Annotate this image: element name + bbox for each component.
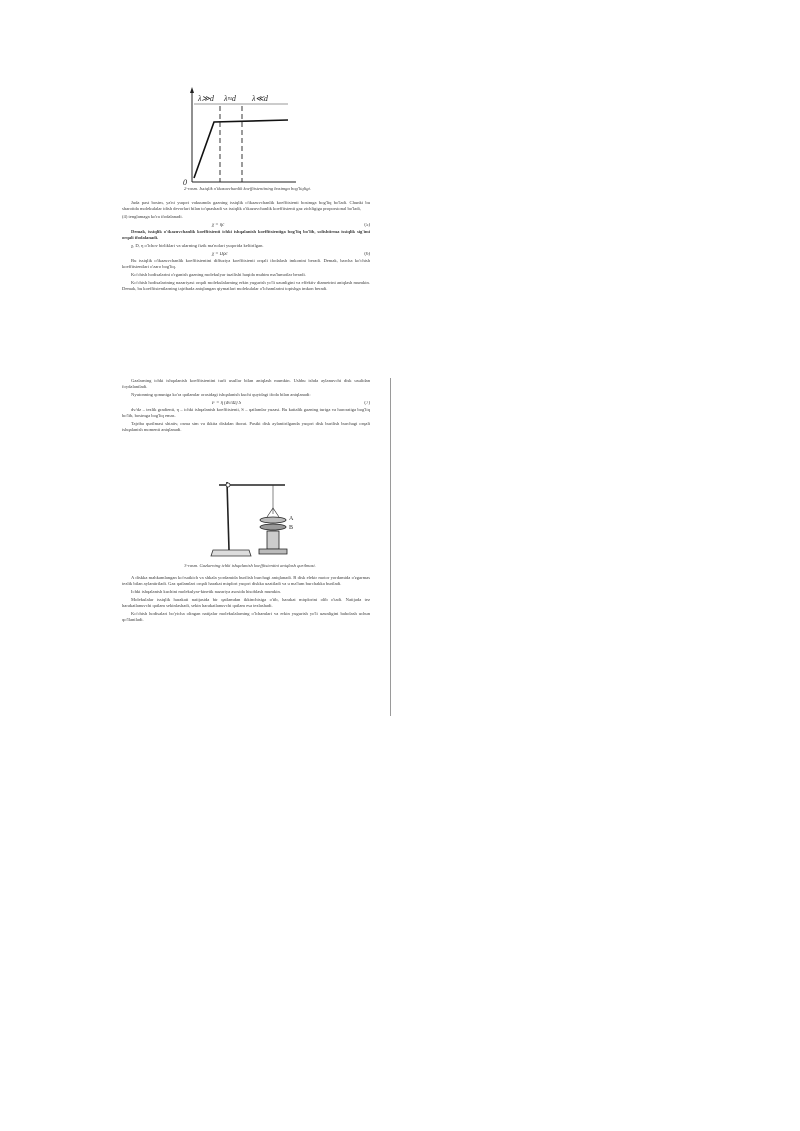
paragraph: Ko'chish hodisalarini o'rganish gazning molekulyar tuzilishi haqida muhim ma'lumotlar beradi. xyxy=(131,271,306,277)
disk-a xyxy=(260,517,286,523)
formula-number: (6) xyxy=(364,251,370,257)
stand-base xyxy=(211,550,251,556)
text-block-lower xyxy=(122,575,370,625)
paragraph: Demak, issiqlik o'tkazuvchanlik koeffitsienti ichki ishqalanish koeffitsientiga bog'liq bo'lib, solishtirma issiqlik sig'imi orqali ifodalanadi. xyxy=(122,228,370,241)
paragraph: Nyutonning qonuniga ko'ra qatlamlar orasidagi ishqalanish kuchi quyidagi ifoda bilan aniqlanadi: xyxy=(131,392,311,398)
conductivity-graph xyxy=(180,86,300,186)
formula-7 xyxy=(122,400,370,407)
formula-expression: χ = Dρc xyxy=(212,251,228,257)
region-label-3: λ≪d xyxy=(252,94,268,103)
formula-number: (5) xyxy=(364,222,370,228)
stand-rod xyxy=(227,482,229,550)
paragraph: χ, D, η o'lchov birliklari va ularning fizik ma'nolari yuqorida keltirilgan. xyxy=(131,242,264,248)
disk-label-a: A xyxy=(289,516,294,522)
margin-rule xyxy=(390,378,391,716)
formula-5 xyxy=(122,222,370,229)
graph-caption: 2-rasm. Issiqlik o'tkazuvchanlik koeffitsientining bosimga bog'liqligi. xyxy=(184,186,311,191)
paragraph: (4) tenglamaga ko'ra ifodalanadi. xyxy=(122,214,183,220)
formula-number: (7) xyxy=(364,400,370,406)
paragraph: Ko'chish hodisalarining nazariyasi orqali molekulalarning erkin yugurish yo'li uzunligini va effektiv diametrini aniqlash mumkin. Demak, bu koeffitsientlarning tajribada aniqlangan qiymatlari molekulalar o'lchamlarini topishga imkon beradi. xyxy=(122,279,370,291)
paragraph: Bu issiqlik o'tkazuvchanlik koeffitsientini diffuziya koeffitsienti orqali ifodalash imkonini beradi. Demak, barcha ko'chish koeffitsientlari o'zaro bog'liq. xyxy=(122,257,370,270)
motor xyxy=(267,531,279,549)
paragraph: Juda past bosim, ya'ni yuqori vakuumda gazning issiqlik o'tkazuvchanlik koeffitsienti bosimga bog'liq bo'ladi. Chunki bu sharoitda molekulalar idish devorlari bilan to'qnashadi va issiqlik o'tkazuvchanlik koeffitsienti gaz zichligiga proporsional bo'ladi, xyxy=(122,200,370,212)
text-block-middle xyxy=(122,378,370,435)
disk-label-b: B xyxy=(289,525,294,531)
paragraph: A diskka mahkamlangan ko'rsatkich va shkala yordamida burilish burchagi aniqlanadi. B disk elektr motor yordamida o'zgarmas tezlik bilan aylantiriladi. Gaz qatlamlari orqali harakat miqdori yuqori diskka uzatiladi va u ma'lum burchakka buriladi. xyxy=(122,575,370,587)
formula-expression: F = η (dv/dz) S xyxy=(212,400,242,406)
formula-expression: χ = ηc xyxy=(212,222,225,228)
text-block-upper xyxy=(122,200,370,294)
paragraph: dv/dz – tezlik gradienti, η – ichki ishqalanish koeffitsienti, S – qatlamlar yuzasi. Bu kattalik gazning turiga va haroratiga bog'liq bo'lib, bosimga bog'liq emas. xyxy=(122,406,370,419)
paragraph: Tajriba qurilmasi shtativ, osma sim va ikkita diskdan iborat. Pastki disk aylantirilganda yuqori disk burilish burchagi orqali ishqalanish momenti aniqlanadi. xyxy=(122,420,370,433)
paragraph: Ichki ishqalanish kuchini molekulyar-kinetik nazariya asosida hisoblash mumkin. xyxy=(131,589,281,595)
paragraph: Gazlarning ichki ishqalanish koeffitsientini turli usullar bilan aniqlash mumkin. Ushbu ishda aylanuvchi disk usulidan foydalaniladi. xyxy=(122,378,370,390)
curve xyxy=(194,120,288,178)
region-label-1: λ≫d xyxy=(198,94,214,103)
region-label-2: λ≈d xyxy=(224,94,236,103)
paragraph: Molekulalar issiqlik harakati natijasida bir qatlamdan ikkinchisiga o'tib, harakat miqdorini olib o'tadi. Natijada tez harakatlanuvchi qatlam sekinlashadi, sekin harakatlanuvchi qatlam esa tezlashadi. xyxy=(122,596,370,609)
figure-caption: 3-rasm. Gazlarning ichki ishqalanish koeffitsientini aniqlash qurilmasi. xyxy=(184,563,316,568)
origin-label: 0 xyxy=(183,178,187,186)
disk-b xyxy=(260,524,286,530)
paragraph: Ko'chish hodisalari bo'yicha olingan natijalar molekulalarning o'lchamlari va erkin yugurish yo'li uzunligini baholash uchun qo'llaniladi. xyxy=(122,610,370,623)
formula-6 xyxy=(122,251,370,258)
apparatus-figure xyxy=(205,476,310,561)
